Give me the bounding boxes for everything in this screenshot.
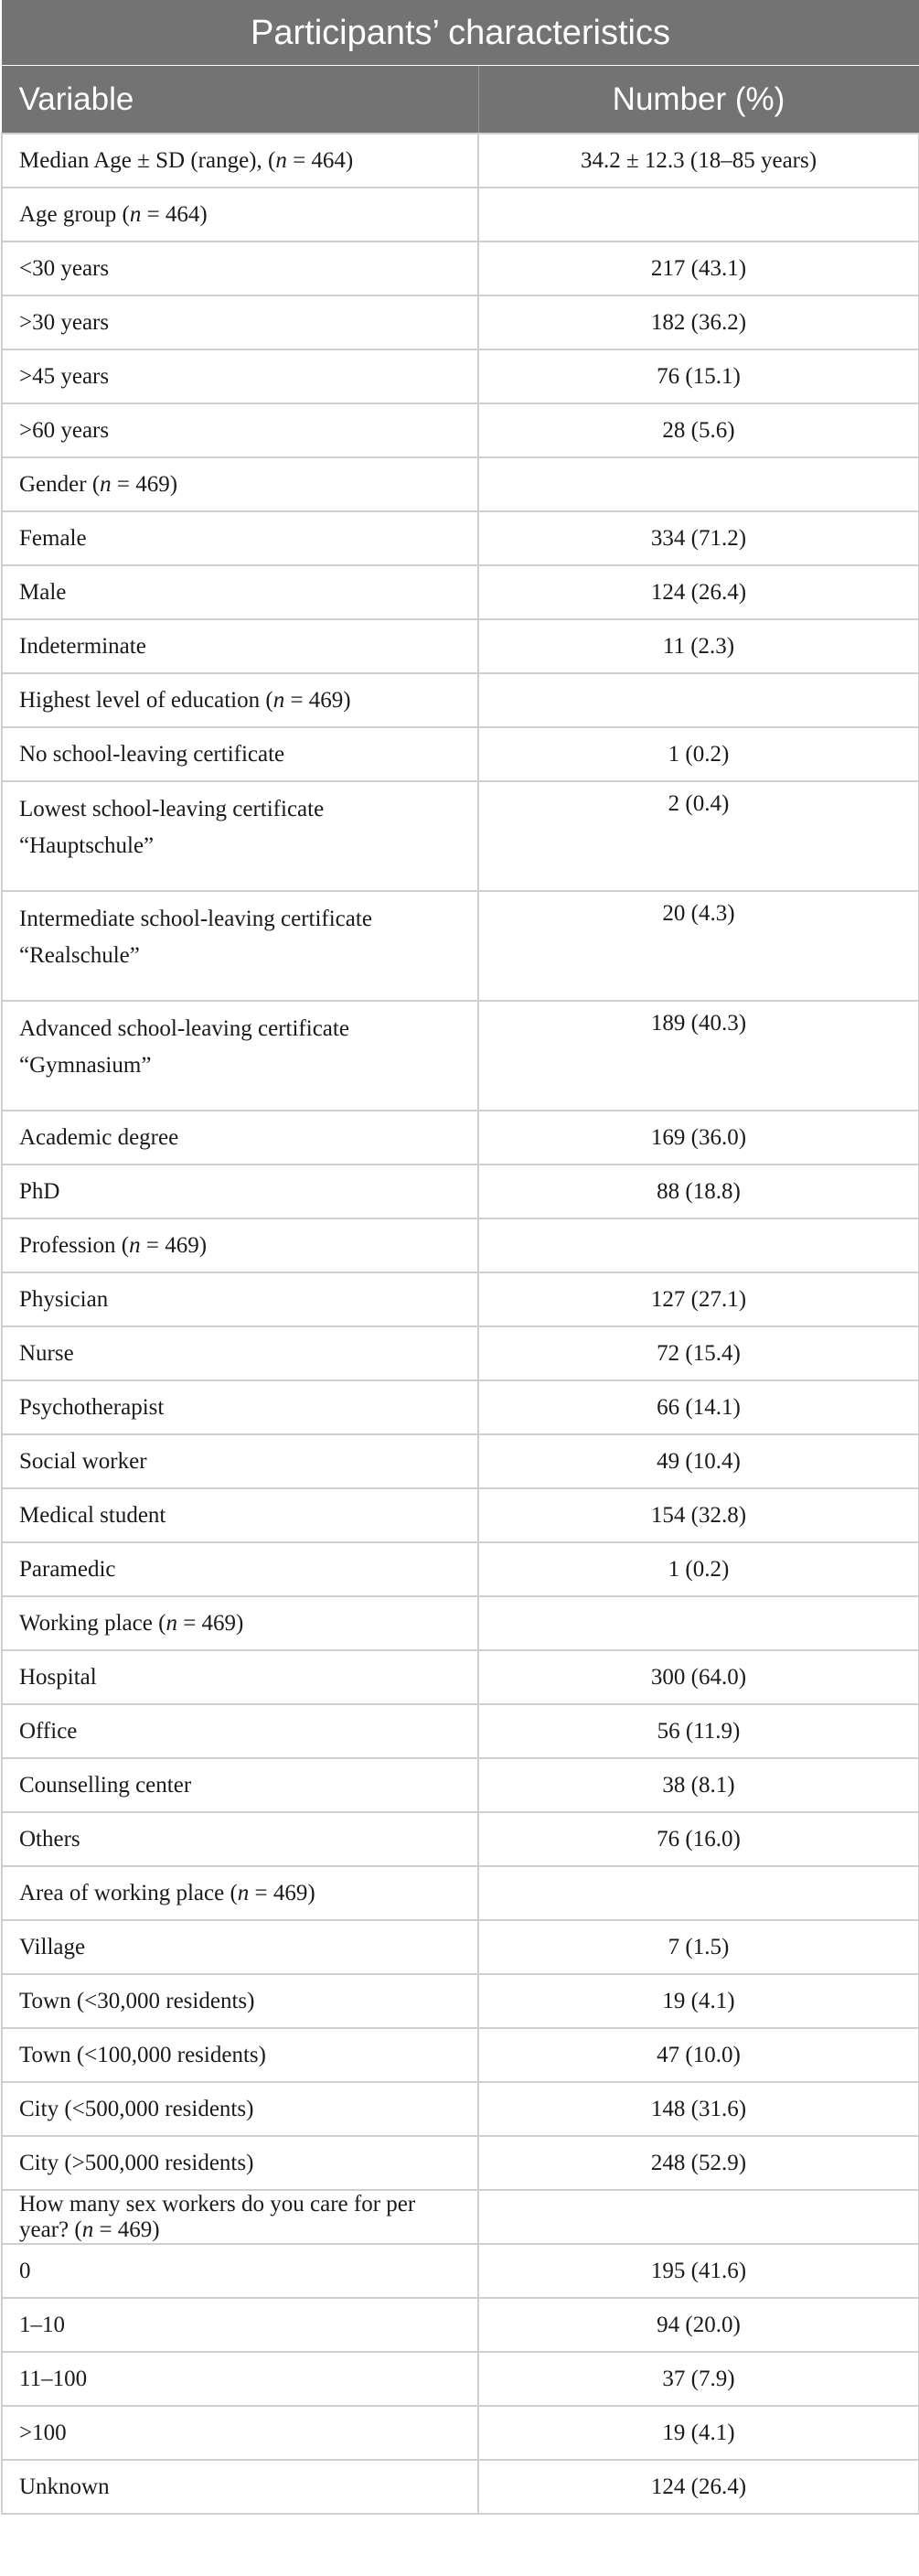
table-row [2,2298,919,2352]
sample-size-value: = 464) [141,201,208,227]
variable-cell [2,1758,478,1812]
sample-size-symbol: n [237,1880,250,1905]
number-cell [478,1596,919,1650]
number-cell: 1 (0.2) [478,1542,919,1596]
variable-label: Physician [19,1286,109,1312]
variable-label: Indeterminate [19,633,146,659]
sample-size-value: = 469) [176,1610,244,1636]
variable-label: Counselling center [19,1772,192,1798]
number-cell: 195 (41.6) [478,2244,919,2298]
variable-cell [2,2190,478,2244]
table-row [2,891,919,1001]
variable-label: PhD [19,1178,60,1204]
variable-cell [2,134,478,188]
variable-cell [2,1111,478,1165]
variable-cell [2,619,478,673]
variable-cell [2,295,478,349]
variable-label: Intermediate school-leaving certificate [19,907,372,931]
sample-size-symbol: n [272,687,285,713]
variable-cell [2,2460,478,2514]
table-row [2,1272,919,1326]
number-cell: 34.2 ± 12.3 (18–85 years) [478,134,919,188]
variable-cell [2,511,478,565]
number-cell: 49 (10.4) [478,1434,919,1488]
variable-label: 1–10 [19,2312,65,2337]
table-section-row [2,457,919,511]
number-cell: 248 (52.9) [478,2136,919,2190]
table-section-row [2,1218,919,1272]
number-cell: 19 (4.1) [478,1974,919,2028]
number-cell: 7 (1.5) [478,1920,919,1974]
table-row [2,2406,919,2460]
variable-label: Psychotherapist [19,1394,165,1420]
variable-label: Lowest school-leaving certificate [19,797,325,821]
table-row [2,2352,919,2406]
number-cell: 76 (16.0) [478,1812,919,1866]
variable-cell [2,1704,478,1758]
variable-cell [2,349,478,403]
column-header-variable: Variable [2,66,478,134]
table-row [2,403,919,457]
sample-size-value: = 469) [111,471,178,497]
variable-cell [2,891,478,1001]
variable-cell [2,1272,478,1326]
participants-table [1,0,919,2515]
variable-label-line2: “Hauptschule” [19,833,155,858]
variable-label: >60 years [19,417,110,443]
sample-size-value: = 469) [93,2216,160,2242]
table-row [2,1758,919,1812]
variable-label: Unknown [19,2474,110,2499]
table-row [2,781,919,891]
number-cell: 334 (71.2) [478,511,919,565]
number-cell [478,188,919,242]
variable-label: Female [19,525,87,551]
number-cell: 76 (15.1) [478,349,919,403]
number-cell: 2 (0.4) [478,781,919,891]
table-row [2,1001,919,1111]
variable-label: Social worker [19,1448,147,1474]
variable-label: Office [19,1718,78,1744]
variable-label: 11–100 [19,2366,88,2391]
variable-cell [2,2352,478,2406]
column-header-number: Number (%) [478,66,919,134]
variable-cell [2,403,478,457]
variable-cell [2,1001,478,1111]
variable-cell [2,2028,478,2082]
number-cell: 66 (14.1) [478,1380,919,1434]
variable-cell [2,673,478,727]
number-cell: 169 (36.0) [478,1111,919,1165]
number-cell [478,1218,919,1272]
variable-label: Village [19,1934,86,1959]
variable-label: Town (<100,000 residents) [19,2042,266,2067]
number-cell: 154 (32.8) [478,1488,919,1542]
variable-label: Academic degree [19,1124,179,1150]
number-cell: 37 (7.9) [478,2352,919,2406]
number-cell: 300 (64.0) [478,1650,919,1704]
variable-label: Median Age ± SD (range), ( [19,147,276,173]
table-row [2,619,919,673]
variable-label: Working place ( [19,1610,166,1636]
variable-cell [2,1380,478,1434]
table-section-row [2,1596,919,1650]
number-cell [478,673,919,727]
sample-size-symbol: n [129,201,142,227]
number-cell: 124 (26.4) [478,2460,919,2514]
variable-label: Highest level of education ( [19,687,273,713]
table-row [2,1920,919,1974]
variable-label: Nurse [19,1340,74,1366]
table-row [2,242,919,295]
table-row [2,1542,919,1596]
variable-cell [2,2298,478,2352]
variable-label: 0 [19,2258,31,2283]
number-cell: 47 (10.0) [478,2028,919,2082]
table-body [2,134,919,2514]
sample-size-symbol: n [166,1610,177,1636]
sample-size-value: = 469) [140,1232,208,1258]
variable-cell [2,2082,478,2136]
table-title: Participants’ characteristics [2,1,919,66]
number-cell: 38 (8.1) [478,1758,919,1812]
variable-label: Area of working place ( [19,1880,238,1905]
variable-label-line2: “Realschule” [19,943,140,968]
number-cell: 148 (31.6) [478,2082,919,2136]
variable-label: Advanced school-leaving certificate [19,1016,349,1041]
sample-size-symbol: n [129,1232,141,1258]
table-row [2,1380,919,1434]
variable-label: No school-leaving certificate [19,741,285,767]
number-cell: 11 (2.3) [478,619,919,673]
variable-cell [2,1812,478,1866]
table-section-row [2,2190,919,2244]
number-cell: 56 (11.9) [478,1704,919,1758]
number-cell: 1 (0.2) [478,727,919,781]
number-cell: 72 (15.4) [478,1326,919,1380]
table-row [2,2460,919,2514]
variable-cell [2,781,478,891]
number-cell: 182 (36.2) [478,295,919,349]
variable-cell [2,1326,478,1380]
number-cell: 124 (26.4) [478,565,919,619]
number-cell: 88 (18.8) [478,1165,919,1218]
sample-size-symbol: n [275,147,287,173]
table-row [2,2082,919,2136]
variable-label: Male [19,579,67,605]
variable-label: <30 years [19,255,110,281]
number-cell: 19 (4.1) [478,2406,919,2460]
variable-label: Others [19,1826,80,1852]
variable-label: Gender ( [19,471,101,497]
number-cell [478,1866,919,1920]
number-cell: 20 (4.3) [478,891,919,1001]
number-cell: 127 (27.1) [478,1272,919,1326]
number-cell: 217 (43.1) [478,242,919,295]
variable-label: Hospital [19,1664,97,1690]
variable-cell [2,1488,478,1542]
variable-cell [2,1218,478,1272]
table-row [2,1488,919,1542]
variable-cell [2,727,478,781]
table-row [2,511,919,565]
variable-label: Age group ( [19,201,130,227]
variable-cell [2,1866,478,1920]
number-cell: 189 (40.3) [478,1001,919,1111]
table-row [2,2136,919,2190]
table-section-row [2,1866,919,1920]
variable-label: Paramedic [19,1556,116,1582]
sample-size-symbol: n [100,471,112,497]
table-row [2,2244,919,2298]
variable-cell [2,1165,478,1218]
variable-cell [2,1974,478,2028]
variable-cell [2,565,478,619]
number-cell: 28 (5.6) [478,403,919,457]
table-row [2,727,919,781]
variable-cell [2,457,478,511]
table-row [2,349,919,403]
table-row [2,2028,919,2082]
table-row [2,1434,919,1488]
table-row [2,1812,919,1866]
sample-size-value: = 464) [286,147,354,173]
variable-label-line2: “Gymnasium” [19,1053,152,1078]
variable-cell [2,2244,478,2298]
sample-size-value: = 469) [249,1880,315,1905]
table-row [2,565,919,619]
variable-cell [2,2136,478,2190]
variable-label: >30 years [19,309,110,335]
table-section-row [2,673,919,727]
variable-cell [2,1650,478,1704]
sample-size-symbol: n [81,2216,94,2242]
table-row [2,1165,919,1218]
sample-size-value: = 469) [284,687,351,713]
variable-cell [2,242,478,295]
variable-cell [2,1596,478,1650]
variable-label: Medical student [19,1502,166,1528]
table-section-row [2,188,919,242]
variable-label: City (<500,000 residents) [19,2096,254,2121]
variable-label: Profession ( [19,1232,130,1258]
variable-cell [2,2406,478,2460]
table-row [2,1650,919,1704]
variable-label: City (>500,000 residents) [19,2150,254,2175]
variable-cell [2,188,478,242]
variable-label: How many sex workers do you care for per year? ( [19,2191,416,2242]
variable-label: >45 years [19,363,110,389]
table-row [2,295,919,349]
variable-label: Town (<30,000 residents) [19,1988,255,2013]
number-cell [478,2190,919,2244]
number-cell [478,457,919,511]
variable-cell [2,1920,478,1974]
table-row [2,1974,919,2028]
variable-cell [2,1434,478,1488]
table-row [2,1704,919,1758]
table-row [2,1326,919,1380]
table-row [2,1111,919,1165]
number-cell: 94 (20.0) [478,2298,919,2352]
variable-label: >100 [19,2420,67,2445]
table-row [2,134,919,188]
variable-cell [2,1542,478,1596]
